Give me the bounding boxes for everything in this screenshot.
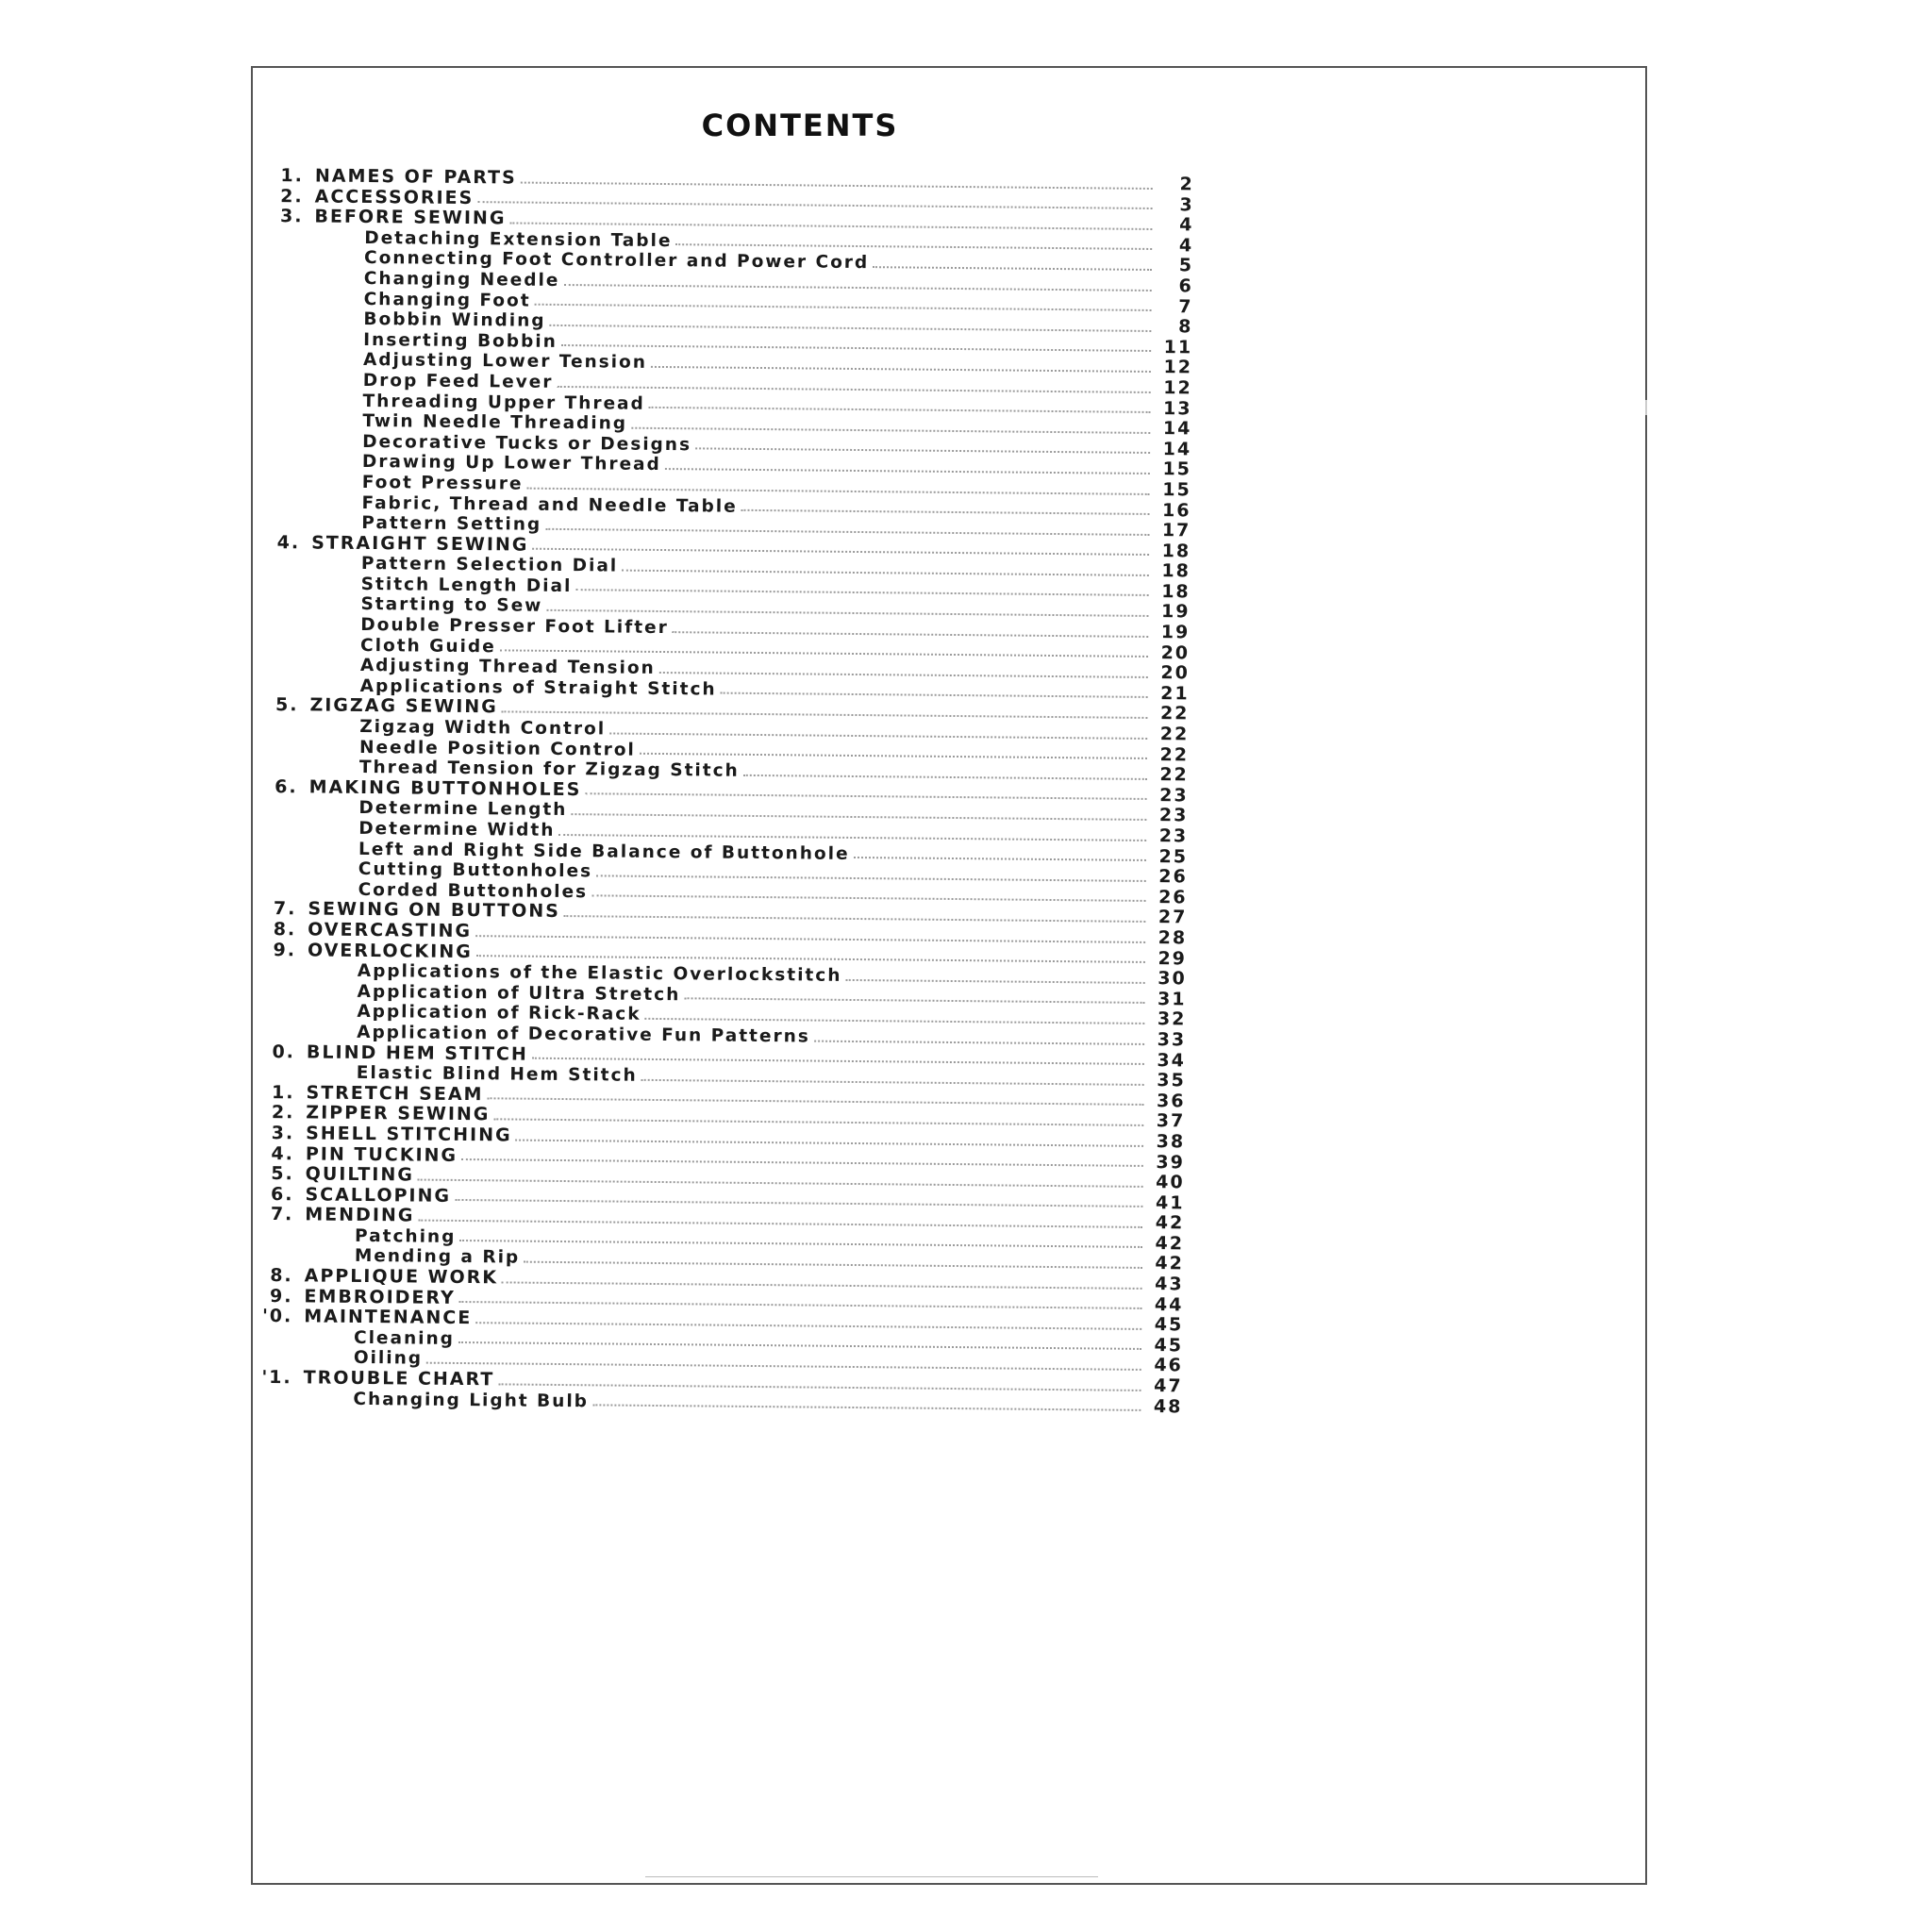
toc-entry-number: 8.	[270, 1265, 293, 1287]
dot-leader	[649, 407, 1151, 413]
dot-leader	[741, 509, 1150, 515]
toc-entry-label: Drop Feed Lever	[362, 370, 554, 392]
toc-entry-label: Patching	[355, 1225, 457, 1247]
dot-leader	[640, 753, 1147, 759]
toc-entry-label: Adjusting Lower Tension	[362, 350, 648, 374]
toc-page-number: 45	[1154, 1314, 1184, 1336]
toc-entry-label: Applications of the Elastic Overlockstitch	[357, 961, 842, 987]
toc-entry-label: ACCESSORIES	[314, 186, 475, 208]
toc-entry-label: BLIND HEM STITCH	[306, 1041, 528, 1065]
dot-leader	[585, 793, 1146, 801]
toc-page-number: 25	[1158, 845, 1189, 867]
toc-page-number: 42	[1155, 1212, 1185, 1234]
toc-entry-label: Starting to Sew	[360, 594, 543, 617]
dot-leader	[591, 895, 1145, 903]
toc-page-number: 23	[1158, 805, 1189, 826]
dot-leader	[665, 468, 1150, 475]
toc-entry-label: BEFORE SEWING	[314, 206, 507, 229]
toc-entry-label: STRETCH SEAM	[306, 1082, 484, 1105]
toc-page-number: 15	[1162, 479, 1191, 501]
dot-leader	[695, 448, 1150, 455]
dot-leader	[571, 813, 1146, 821]
dot-leader	[564, 915, 1146, 923]
toc-page-number: 20	[1160, 641, 1191, 664]
toc-page-number: 23	[1158, 825, 1189, 847]
toc-page-number: 29	[1158, 947, 1188, 969]
toc-entry-label: Determine Length	[358, 798, 568, 821]
toc-entry-label: Cleaning	[353, 1327, 456, 1349]
table-of-contents	[258, 165, 1194, 1417]
toc-entry-label: Adjusting Thread Tension	[359, 656, 656, 679]
toc-entry-label: SCALLOPING	[305, 1184, 452, 1207]
dot-leader	[854, 857, 1146, 861]
toc-entry-number: 8.	[273, 919, 297, 941]
toc-page-number: 36	[1156, 1090, 1186, 1112]
toc-entry-number: 6.	[275, 775, 298, 798]
toc-entry-label: Elastic Blind Hem Stitch	[356, 1063, 638, 1086]
toc-page-number: 16	[1161, 499, 1191, 521]
dot-leader	[550, 325, 1152, 332]
toc-entry-label: STRAIGHT SEWING	[311, 532, 529, 556]
toc-page-number: 13	[1163, 397, 1192, 419]
toc-entry-number: 1.	[280, 165, 304, 187]
toc-page-number: 42	[1155, 1253, 1184, 1274]
toc-entry-label: Oiling	[353, 1348, 424, 1370]
toc-page-number: 22	[1159, 724, 1190, 745]
dot-leader	[684, 998, 1144, 1005]
toc-entry-label: Inserting Bobbin	[363, 329, 558, 352]
toc-entry-label: APPLIQUE WORK	[304, 1265, 499, 1289]
toc-page-number: 14	[1162, 438, 1192, 460]
toc-page-number: 23	[1159, 784, 1189, 807]
toc-entry-label: MAINTENANCE	[304, 1306, 473, 1329]
toc-page-number: 7	[1178, 295, 1193, 317]
toc-entry-label: Corded Buttonholes	[358, 879, 589, 903]
toc-page-number: 40	[1156, 1172, 1185, 1193]
toc-entry-label: MENDING	[305, 1204, 415, 1226]
toc-page-number: 35	[1157, 1070, 1186, 1091]
toc-entry-label: Application of Ultra Stretch	[357, 981, 681, 1005]
toc-page-number: 43	[1155, 1274, 1184, 1295]
dot-leader	[609, 732, 1147, 739]
toc-entry-number: 4.	[271, 1142, 295, 1164]
toc-entry-label: ZIPPER SEWING	[306, 1102, 491, 1125]
document-page	[251, 66, 1647, 1885]
dot-leader	[546, 609, 1148, 617]
toc-page-number: 14	[1162, 418, 1192, 440]
dot-leader	[873, 266, 1152, 271]
toc-entry-label: Applications of Straight Stitch	[359, 675, 717, 700]
dot-leader	[743, 774, 1147, 780]
toc-entry-number: 9.	[273, 939, 297, 960]
toc-entry-label: SEWING ON BUTTONS	[308, 898, 561, 923]
toc-page-number: 8	[1178, 316, 1193, 338]
toc-page-number: 11	[1163, 336, 1193, 358]
toc-page-number: 5	[1178, 255, 1194, 276]
toc-entry-number: 4.	[276, 531, 301, 554]
toc-page-number: 37	[1156, 1110, 1186, 1132]
toc-page-number: 12	[1163, 357, 1193, 378]
toc-entry-number: 5.	[275, 694, 299, 716]
toc-page-number: 18	[1161, 560, 1191, 582]
toc-entry-label: Threading Upper Thread	[362, 391, 645, 414]
toc-entry-label: Thread Tension for Zigzag Stitch	[358, 758, 740, 782]
toc-entry-label: Twin Needle Threading	[362, 411, 628, 434]
toc-entry-label: Mending a Rip	[354, 1246, 521, 1269]
toc-page-number: 17	[1161, 520, 1191, 541]
dot-leader	[845, 979, 1144, 984]
toc-page-number: 33	[1157, 1029, 1187, 1051]
toc-page-number: 45	[1154, 1334, 1184, 1357]
toc-page-number: 22	[1159, 703, 1190, 724]
toc-entry-number: '0.	[261, 1306, 293, 1327]
toc-page-number: 26	[1158, 866, 1188, 888]
toc-entry-label: PIN TUCKING	[305, 1142, 458, 1166]
toc-page-number: 22	[1159, 743, 1190, 766]
dot-leader	[645, 1018, 1145, 1024]
toc-entry-label: Pattern Selection Dial	[360, 554, 619, 576]
toc-page-number: 19	[1160, 622, 1191, 643]
toc-page-number: 41	[1155, 1191, 1185, 1214]
toc-page-number: 2	[1179, 174, 1194, 195]
toc-entry-label: EMBROIDERY	[304, 1286, 456, 1308]
toc-page-number: 38	[1156, 1130, 1186, 1153]
dot-leader	[721, 692, 1148, 698]
toc-entry-label: Zigzag Width Control	[359, 716, 607, 740]
scan-mark	[1645, 400, 1647, 415]
toc-page-number: 4	[1179, 214, 1194, 236]
toc-page-number: 44	[1154, 1293, 1184, 1316]
toc-entry-label: MAKING BUTTONHOLES	[308, 776, 582, 801]
toc-entry-label: Left and Right Side Balance of Buttonhole	[358, 839, 850, 864]
dot-leader	[563, 284, 1151, 291]
toc-entry-label: Bobbin Winding	[363, 309, 546, 331]
toc-entry-label: Changing Needle	[363, 268, 560, 291]
toc-page-number: 47	[1154, 1375, 1183, 1397]
toc-page-number: 12	[1163, 377, 1192, 399]
toc-entry-label: Application of Decorative Fun Patterns	[357, 1022, 810, 1047]
toc-page-number: 18	[1161, 540, 1191, 562]
page-footer-rule	[645, 1876, 1098, 1877]
toc-entry-label: SHELL STITCHING	[306, 1123, 512, 1146]
toc-entry-number: 7.	[273, 898, 297, 920]
toc-page-number: 30	[1158, 968, 1187, 990]
toc-entry-number: 1.	[272, 1081, 295, 1104]
dot-leader	[631, 426, 1150, 433]
toc-page-number: 46	[1154, 1355, 1183, 1376]
toc-entry-label: Changing Foot	[363, 289, 531, 311]
toc-page-number: 34	[1157, 1049, 1187, 1071]
dot-leader	[596, 874, 1146, 882]
toc-entry-number: 7.	[270, 1204, 294, 1225]
toc-entry-label: Determine Width	[358, 818, 556, 841]
toc-entry-label: Application of Rick-Rack	[357, 1002, 641, 1025]
dot-leader	[561, 344, 1151, 352]
toc-page-number: 42	[1155, 1232, 1185, 1255]
toc-page-number: 6	[1178, 275, 1193, 297]
toc-page-number: 15	[1162, 458, 1192, 480]
toc-page-number: 3	[1179, 193, 1194, 215]
toc-entry-label: QUILTING	[305, 1163, 414, 1186]
toc-page-number: 22	[1159, 764, 1189, 786]
toc-entry-label: NAMES OF PARTS	[314, 165, 517, 189]
toc-entry-label: Needle Position Control	[358, 737, 636, 760]
dot-leader	[592, 1405, 1141, 1412]
toc-entry-label: ZIGZAG SEWING	[309, 694, 498, 718]
toc-entry-label: TROUBLE CHART	[303, 1367, 495, 1391]
page-title: CONTENTS	[701, 108, 899, 143]
dot-leader	[558, 834, 1146, 841]
toc-page-number: 27	[1158, 907, 1188, 928]
toc-entry-label: Foot Pressure	[361, 472, 524, 494]
dot-leader	[673, 631, 1149, 638]
toc-page-number: 39	[1156, 1151, 1186, 1173]
toc-entry-number: '1.	[261, 1367, 292, 1389]
toc-entry-label: Detaching Extension Table	[364, 227, 673, 251]
toc-page-number: 32	[1157, 1008, 1187, 1030]
toc-entry-label: Fabric, Thread and Needle Table	[361, 492, 738, 517]
toc-entry-label: Drawing Up Lower Thread	[361, 452, 661, 475]
dot-leader	[575, 590, 1148, 597]
dot-leader	[545, 528, 1149, 536]
dot-leader	[814, 1040, 1144, 1044]
toc-entry-number: 5.	[271, 1163, 294, 1185]
toc-entry-number: 0.	[272, 1041, 296, 1062]
toc-entry-number: 2.	[271, 1102, 295, 1124]
dot-leader	[675, 244, 1152, 251]
toc-entry-number: 3.	[279, 206, 304, 227]
toc-page-number: 31	[1158, 988, 1187, 1010]
toc-page-number: 4	[1178, 235, 1194, 257]
toc-entry-label: OVERCASTING	[308, 919, 473, 942]
dot-leader	[651, 366, 1151, 373]
toc-entry-label: OVERLOCKING	[307, 939, 473, 962]
toc-page-number: 48	[1153, 1395, 1183, 1417]
dot-leader	[622, 569, 1149, 575]
toc-page-number: 21	[1160, 682, 1190, 705]
toc-entry-label: Cutting Buttonholes	[358, 859, 593, 882]
dot-leader	[641, 1079, 1144, 1086]
toc-entry-label: Changing Light Bulb	[353, 1389, 590, 1411]
toc-entry-label: Cloth Guide	[360, 635, 496, 657]
toc-entry-label: Connecting Foot Controller and Power Cord	[363, 248, 870, 274]
dot-leader	[557, 385, 1150, 392]
toc-entry-number: 9.	[269, 1285, 293, 1307]
toc-page-number: 26	[1158, 886, 1188, 908]
dot-leader	[659, 672, 1148, 678]
toc-page-number: 19	[1160, 601, 1191, 623]
toc-page-number: 28	[1158, 927, 1188, 949]
toc-entry-label: Stitch Length Dial	[360, 574, 573, 596]
toc-entry-number: 3.	[271, 1122, 295, 1144]
toc-entry-number: 2.	[280, 185, 304, 207]
toc-entry-label: Double Presser Foot Lifter	[360, 615, 669, 639]
toc-entry-label: Pattern Setting	[361, 513, 542, 535]
toc-entry-number: 6.	[270, 1183, 294, 1205]
toc-page-number: 20	[1160, 662, 1190, 684]
toc-page-number: 18	[1161, 580, 1191, 603]
toc-entry-label: Decorative Tucks or Designs	[362, 431, 692, 456]
